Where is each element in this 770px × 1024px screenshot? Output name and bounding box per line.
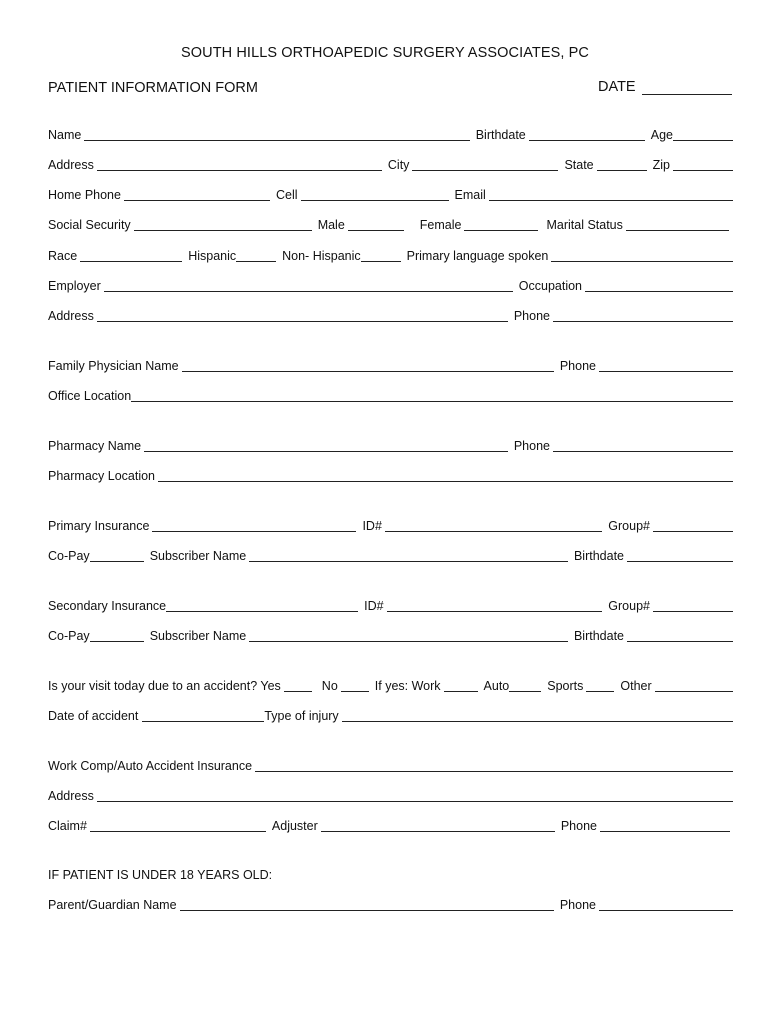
secondary-copay-input[interactable]: [90, 629, 144, 642]
guardian-phone-label: Phone: [559, 898, 596, 912]
birthdate-input[interactable]: [529, 128, 645, 141]
primary-id-label: ID#: [362, 519, 382, 533]
primary-subscriber-birthdate-input[interactable]: [627, 549, 733, 562]
accident-work-label: If yes: Work: [374, 679, 441, 693]
claim-label: Claim#: [48, 819, 87, 833]
name-label: Name: [48, 128, 82, 142]
home-phone-label: Home Phone: [48, 188, 121, 202]
injury-type-input[interactable]: [342, 709, 733, 722]
primary-insurance-input[interactable]: [152, 519, 356, 532]
primary-language-label: Primary language spoken: [406, 249, 549, 263]
female-input[interactable]: [464, 218, 538, 231]
state-label: State: [564, 158, 594, 172]
female-label: Female: [419, 218, 462, 232]
cell-label: Cell: [275, 188, 298, 202]
work-comp-input[interactable]: [255, 759, 733, 772]
accident-work-input[interactable]: [444, 679, 478, 692]
row-social-security: [48, 215, 729, 233]
row-pharmacy-location: [48, 466, 733, 484]
secondary-group-label: Group#: [608, 599, 650, 613]
row-guardian: [48, 895, 733, 913]
pharmacy-phone-input[interactable]: [553, 439, 733, 452]
date-input[interactable]: [642, 80, 732, 95]
city-input[interactable]: [412, 158, 558, 171]
zip-input[interactable]: [673, 158, 733, 171]
work-comp-address-input[interactable]: [97, 789, 733, 802]
row-secondary-copay: [48, 626, 733, 644]
race-label: Race: [48, 249, 78, 263]
injury-type-label: Type of injury: [264, 709, 339, 723]
row-race: [48, 246, 733, 264]
secondary-subscriber-input[interactable]: [249, 629, 568, 642]
primary-group-input[interactable]: [653, 519, 733, 532]
row-pharmacy-name: [48, 436, 733, 454]
row-accident-date: [48, 706, 733, 724]
primary-id-input[interactable]: [385, 519, 602, 532]
adjuster-label: Adjuster: [271, 819, 318, 833]
row-family-physician: [48, 356, 733, 374]
row-name: [48, 125, 733, 143]
accident-other-input[interactable]: [655, 679, 733, 692]
row-phone: [48, 185, 733, 203]
secondary-group-input[interactable]: [653, 599, 733, 612]
form-title: PATIENT INFORMATION FORM: [48, 80, 258, 96]
hispanic-input[interactable]: [236, 249, 276, 262]
address-input[interactable]: [97, 158, 382, 171]
work-comp-label: Work Comp/Auto Accident Insurance: [48, 759, 253, 773]
employer-label: Employer: [48, 279, 101, 293]
under-18-heading: IF PATIENT IS UNDER 18 YEARS OLD:: [48, 868, 273, 882]
row-secondary-insurance: [48, 596, 733, 614]
accident-date-label: Date of accident: [48, 709, 139, 723]
work-comp-phone-input[interactable]: [600, 819, 730, 832]
employer-address-input[interactable]: [97, 309, 508, 322]
age-label: Age: [650, 128, 673, 142]
accident-yes-input[interactable]: [284, 679, 312, 692]
primary-language-input[interactable]: [551, 249, 733, 262]
guardian-name-label: Parent/Guardian Name: [48, 898, 177, 912]
row-office-location: [48, 386, 733, 404]
secondary-id-input[interactable]: [387, 599, 603, 612]
row-work-comp-address: [48, 786, 733, 804]
marital-status-label: Marital Status: [546, 218, 623, 232]
organization-title: SOUTH HILLS ORTHOAPEDIC SURGERY ASSOCIATES, PC: [180, 45, 589, 61]
physician-phone-input[interactable]: [599, 359, 733, 372]
accident-sports-label: Sports: [547, 679, 584, 693]
name-input[interactable]: [84, 128, 469, 141]
accident-date-input[interactable]: [142, 709, 264, 722]
birthdate-label: Birthdate: [475, 128, 526, 142]
accident-auto-input[interactable]: [509, 679, 541, 692]
male-input[interactable]: [348, 218, 404, 231]
office-location-label: Office Location: [48, 389, 132, 403]
occupation-label: Occupation: [518, 279, 582, 293]
accident-no-input[interactable]: [341, 679, 369, 692]
secondary-copay-label: Co-Pay: [48, 629, 90, 643]
family-physician-input[interactable]: [182, 359, 554, 372]
family-physician-label: Family Physician Name: [48, 359, 179, 373]
accident-question-label: Is your visit today due to an accident? Yes: [48, 679, 281, 693]
occupation-input[interactable]: [585, 279, 733, 292]
male-label: Male: [317, 218, 345, 232]
secondary-insurance-input[interactable]: [166, 599, 358, 612]
row-claim: [48, 816, 730, 834]
pharmacy-name-input[interactable]: [144, 439, 508, 452]
secondary-id-label: ID#: [364, 599, 384, 613]
primary-subscriber-birthdate-label: Birthdate: [573, 549, 624, 563]
accident-no-label: No: [321, 679, 338, 693]
claim-input[interactable]: [90, 819, 266, 832]
row-address: [48, 155, 733, 173]
primary-copay-label: Co-Pay: [48, 549, 90, 563]
social-security-label: Social Security: [48, 218, 131, 232]
non-hispanic-label: Non- Hispanic: [282, 249, 361, 263]
office-location-input[interactable]: [131, 389, 733, 402]
primary-insurance-label: Primary Insurance: [48, 519, 150, 533]
secondary-insurance-label: Secondary Insurance: [48, 599, 167, 613]
row-employer-address: [48, 306, 733, 324]
state-input[interactable]: [597, 158, 647, 171]
home-phone-input[interactable]: [124, 188, 270, 201]
pharmacy-location-label: Pharmacy Location: [48, 469, 156, 483]
social-security-input[interactable]: [134, 218, 312, 231]
guardian-phone-input[interactable]: [599, 898, 733, 911]
primary-group-label: Group#: [608, 519, 650, 533]
secondary-subscriber-label: Subscriber Name: [149, 629, 247, 643]
pharmacy-phone-label: Phone: [513, 439, 550, 453]
accident-auto-label: Auto: [483, 679, 510, 693]
employer-phone-input[interactable]: [553, 309, 733, 322]
row-employer: [48, 276, 733, 294]
pharmacy-name-label: Pharmacy Name: [48, 439, 142, 453]
work-comp-address-label: Address: [48, 789, 94, 803]
primary-subscriber-input[interactable]: [249, 549, 568, 562]
row-primary-copay: [48, 546, 733, 564]
city-label: City: [387, 158, 410, 172]
row-accident: [48, 676, 733, 694]
zip-label: Zip: [652, 158, 670, 172]
primary-copay-input[interactable]: [90, 549, 144, 562]
date-label: DATE: [598, 79, 636, 95]
marital-status-input[interactable]: [626, 218, 729, 231]
adjuster-input[interactable]: [321, 819, 555, 832]
physician-phone-label: Phone: [559, 359, 596, 373]
email-label: Email: [454, 188, 486, 202]
work-comp-phone-label: Phone: [560, 819, 597, 833]
row-primary-insurance: [48, 516, 733, 534]
employer-phone-label: Phone: [513, 309, 550, 323]
hispanic-label: Hispanic: [188, 249, 237, 263]
pharmacy-location-input[interactable]: [158, 469, 733, 482]
race-input[interactable]: [80, 249, 182, 262]
email-input[interactable]: [489, 188, 733, 201]
age-input[interactable]: [673, 128, 733, 141]
date-field-group: [598, 79, 732, 95]
row-work-comp: [48, 756, 733, 774]
accident-sports-input[interactable]: [586, 679, 614, 692]
address-label: Address: [48, 158, 94, 172]
non-hispanic-input[interactable]: [361, 249, 401, 262]
secondary-subscriber-birthdate-input[interactable]: [627, 629, 733, 642]
primary-subscriber-label: Subscriber Name: [149, 549, 247, 563]
cell-input[interactable]: [301, 188, 449, 201]
employer-input[interactable]: [104, 279, 513, 292]
accident-other-label: Other: [620, 679, 652, 693]
employer-address-label: Address: [48, 309, 94, 323]
guardian-name-input[interactable]: [180, 898, 554, 911]
secondary-subscriber-birthdate-label: Birthdate: [573, 629, 624, 643]
